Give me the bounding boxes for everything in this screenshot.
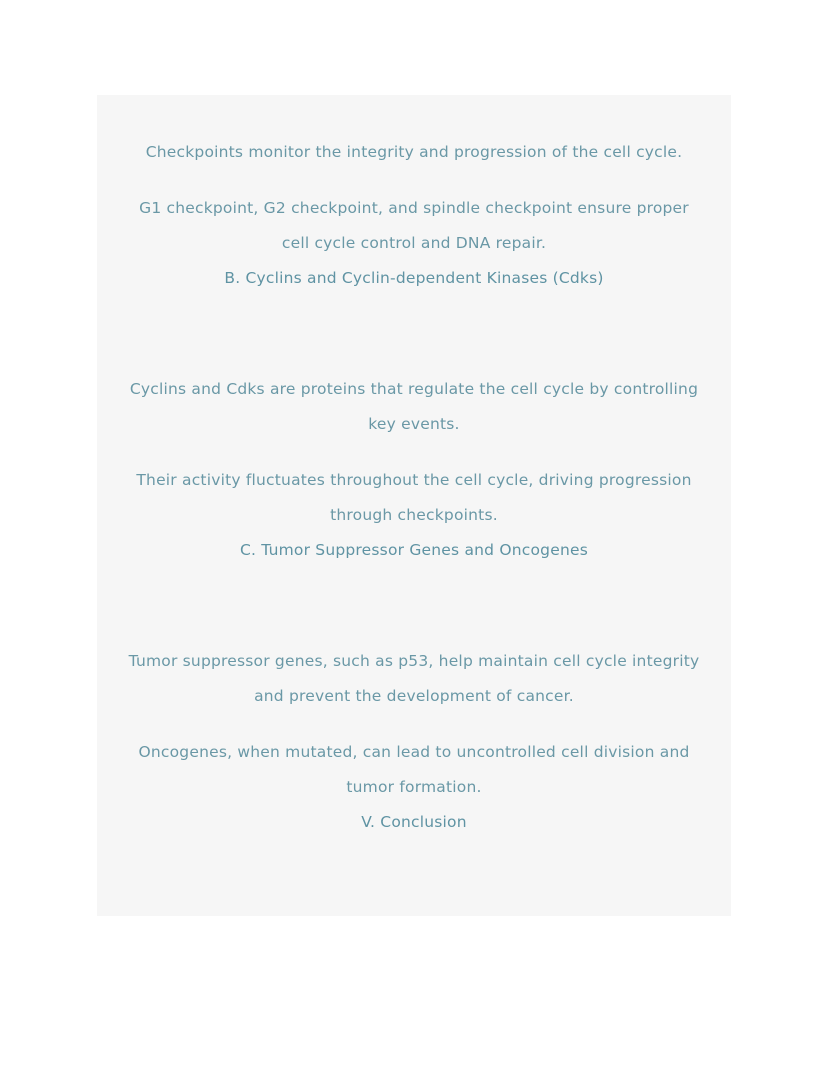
- document-panel: [97, 95, 731, 916]
- paragraph-tumor-suppressor-genes: Tumor suppressor genes, such as p53, help maintain cell cycle integrity and prevent the development of cancer.: [128, 652, 700, 705]
- section-spacer-b: [125, 296, 703, 372]
- document-body: [125, 135, 703, 840]
- section-spacer-c: [125, 568, 703, 644]
- heading-section-b: B. Cyclins and Cyclin-dependent Kinases (Cdks): [224, 269, 604, 287]
- paragraph-checkpoints-monitor: Checkpoints monitor the integrity and progression of the cell cycle.: [145, 143, 683, 161]
- paragraph-oncogenes-mutated: Oncogenes, when mutated, can lead to uncontrolled cell division and tumor formation.: [138, 743, 690, 796]
- paragraph-checkpoint-types: G1 checkpoint, G2 checkpoint, and spindle checkpoint ensure proper cell cycle control and DNA repair.: [139, 199, 689, 252]
- paragraph-cyclins-cdks-regulate: Cyclins and Cdks are proteins that regulate the cell cycle by controlling key events.: [129, 380, 699, 433]
- paragraph-activity-fluctuates: Their activity fluctuates throughout the cell cycle, driving progression through checkpoints.: [136, 471, 692, 524]
- heading-conclusion: V. Conclusion: [361, 813, 467, 831]
- heading-section-c: C. Tumor Suppressor Genes and Oncogenes: [240, 541, 588, 559]
